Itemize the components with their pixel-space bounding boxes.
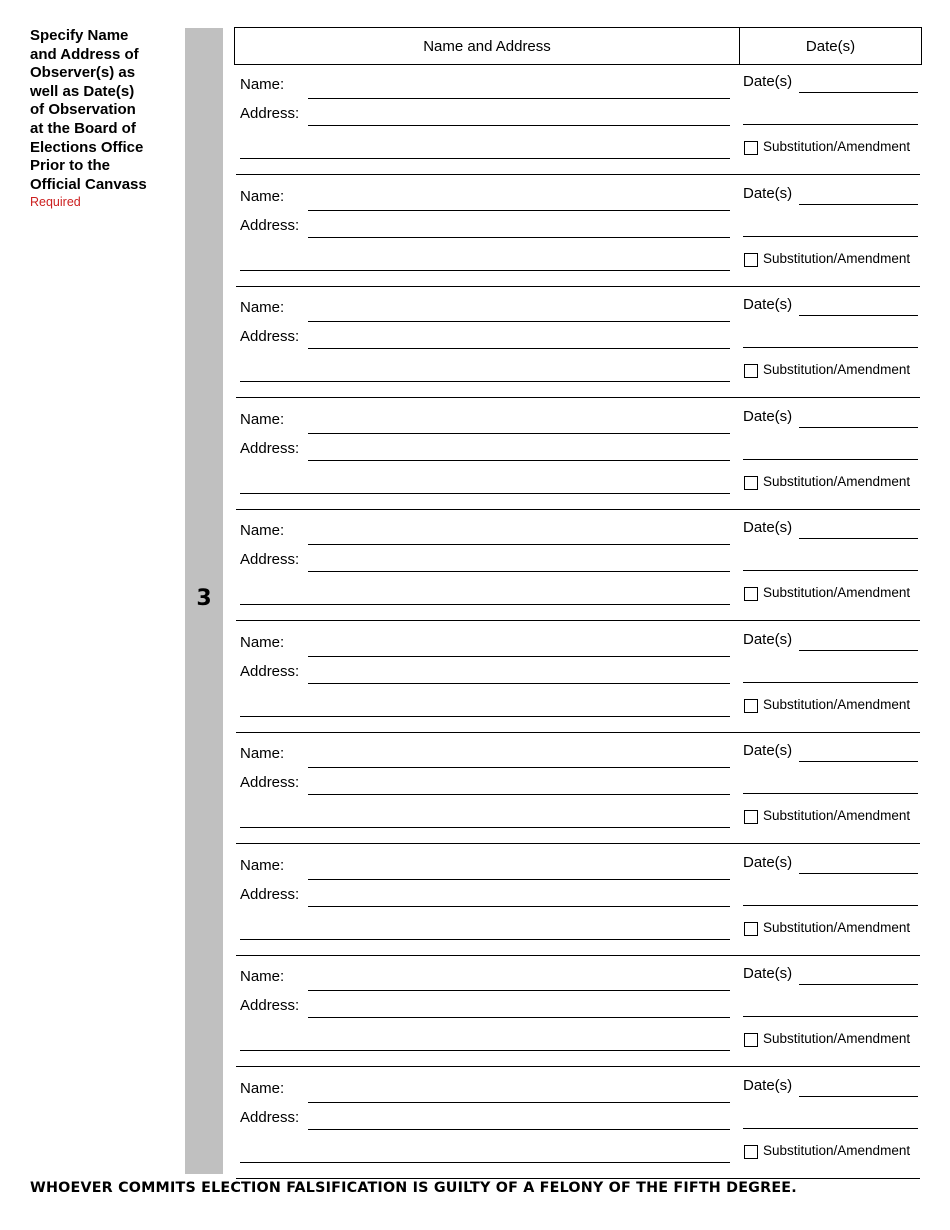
substitution-checkbox[interactable]: [744, 364, 758, 378]
dates-line-2-field[interactable]: [743, 570, 918, 571]
instruction-line: well as Date(s): [30, 82, 135, 100]
dates-field[interactable]: [799, 92, 918, 93]
address-label: Address:: [240, 663, 300, 680]
address-label: Address:: [240, 774, 300, 791]
dates-field[interactable]: [799, 873, 918, 874]
name-field[interactable]: [308, 879, 730, 880]
name-label: Name:: [240, 522, 285, 539]
observer-entry: [236, 509, 920, 621]
address-line-2-field[interactable]: [240, 827, 730, 828]
dates-field[interactable]: [799, 761, 918, 762]
dates-line-2-field[interactable]: [743, 1128, 918, 1129]
substitution-label: Substitution/Amendment: [763, 808, 911, 823]
address-line-2-field[interactable]: [240, 493, 730, 494]
instruction-line: and Address of: [30, 45, 139, 63]
observer-entry: [236, 621, 920, 733]
required-note: Required: [30, 195, 81, 209]
dates-label: Date(s): [743, 519, 793, 536]
dates-line-2-field[interactable]: [743, 905, 918, 906]
observer-entry: [236, 175, 920, 287]
substitution-label: Substitution/Amendment: [763, 1143, 911, 1158]
address-label: Address:: [240, 105, 300, 122]
address-field[interactable]: [308, 1129, 730, 1130]
name-label: Name:: [240, 745, 285, 762]
address-field[interactable]: [308, 125, 730, 126]
instruction-line: Observer(s) as: [30, 64, 136, 82]
observer-entry: [236, 286, 920, 398]
address-field[interactable]: [308, 1017, 730, 1018]
substitution-label: Substitution/Amendment: [763, 1031, 911, 1046]
address-line-2-field[interactable]: [240, 158, 730, 159]
observer-entry: [236, 63, 920, 175]
dates-line-2-field[interactable]: [743, 347, 918, 348]
address-label: Address:: [240, 217, 300, 234]
address-label: Address:: [240, 551, 300, 568]
instruction-line: Prior to the: [30, 157, 111, 175]
dates-line-2-field[interactable]: [743, 236, 918, 237]
dates-field[interactable]: [799, 538, 918, 539]
name-label: Name:: [240, 188, 285, 205]
section-number: 3: [196, 586, 212, 611]
substitution-checkbox[interactable]: [744, 587, 758, 601]
substitution-label: Substitution/Amendment: [763, 362, 911, 377]
instruction-line: at the Board of: [30, 119, 136, 137]
substitution-checkbox[interactable]: [744, 141, 758, 155]
name-label: Name:: [240, 299, 285, 316]
name-field[interactable]: [308, 767, 730, 768]
observer-entry: [236, 398, 920, 510]
section-instructions: [30, 27, 170, 194]
substitution-label: Substitution/Amendment: [763, 474, 911, 489]
substitution-checkbox[interactable]: [744, 476, 758, 490]
dates-label: Date(s): [743, 742, 793, 759]
instruction-line: of Observation: [30, 101, 136, 119]
dates-label: Date(s): [743, 1077, 793, 1094]
address-field[interactable]: [308, 683, 730, 684]
entry-divider: [236, 1178, 920, 1179]
address-label: Address:: [240, 997, 300, 1014]
address-field[interactable]: [308, 906, 730, 907]
name-field[interactable]: [308, 210, 730, 211]
dates-label: Date(s): [743, 965, 793, 982]
name-field[interactable]: [308, 1102, 730, 1103]
felony-warning: WHOEVER COMMITS ELECTION FALSIFICATION IS GUILTY OF A FELONY OF THE FIFTH DEGREE.: [30, 1180, 797, 1196]
dates-line-2-field[interactable]: [743, 682, 918, 683]
dates-label: Date(s): [743, 631, 793, 648]
substitution-label: Substitution/Amendment: [763, 920, 911, 935]
observer-entry: [236, 844, 920, 956]
observer-entry: [236, 1067, 920, 1179]
substitution-label: Substitution/Amendment: [763, 251, 911, 266]
substitution-checkbox[interactable]: [744, 810, 758, 824]
address-field[interactable]: [308, 237, 730, 238]
name-field[interactable]: [308, 433, 730, 434]
substitution-checkbox[interactable]: [744, 699, 758, 713]
dates-line-2-field[interactable]: [743, 793, 918, 794]
observer-entry: [236, 955, 920, 1067]
dates-line-2-field[interactable]: [743, 459, 918, 460]
name-label: Name:: [240, 411, 285, 428]
address-label: Address:: [240, 440, 300, 457]
substitution-checkbox[interactable]: [744, 1145, 758, 1159]
dates-field[interactable]: [799, 204, 918, 205]
address-line-2-field[interactable]: [240, 1162, 730, 1163]
address-field[interactable]: [308, 794, 730, 795]
substitution-label: Substitution/Amendment: [763, 697, 911, 712]
name-label: Name:: [240, 76, 285, 93]
instruction-line: Elections Office: [30, 138, 144, 156]
dates-label: Date(s): [743, 185, 793, 202]
dates-label: Date(s): [743, 408, 793, 425]
substitution-label: Substitution/Amendment: [763, 139, 911, 154]
address-line-2-field[interactable]: [240, 381, 730, 382]
address-label: Address:: [240, 328, 300, 345]
dates-field[interactable]: [799, 427, 918, 428]
dates-field[interactable]: [799, 984, 918, 985]
address-line-2-field[interactable]: [240, 270, 730, 271]
address-field[interactable]: [308, 460, 730, 461]
name-field[interactable]: [308, 990, 730, 991]
substitution-checkbox[interactable]: [744, 253, 758, 267]
dates-field[interactable]: [799, 650, 918, 651]
name-field[interactable]: [308, 544, 730, 545]
observer-entry: [236, 732, 920, 844]
name-label: Name:: [240, 1080, 285, 1097]
substitution-checkbox[interactable]: [744, 922, 758, 936]
instruction-line: Specify Name: [30, 27, 129, 44]
table-header: [234, 27, 922, 65]
address-line-2-field[interactable]: [240, 716, 730, 717]
address-field[interactable]: [308, 571, 730, 572]
name-field[interactable]: [308, 656, 730, 657]
substitution-checkbox[interactable]: [744, 1033, 758, 1047]
instruction-line: Official Canvass: [30, 175, 147, 193]
header-name-and-address: Name and Address: [235, 28, 740, 64]
address-line-2-field[interactable]: [240, 604, 730, 605]
dates-label: Date(s): [743, 296, 793, 313]
dates-line-2-field[interactable]: [743, 1016, 918, 1017]
name-label: Name:: [240, 634, 285, 651]
address-label: Address:: [240, 1109, 300, 1126]
name-field[interactable]: [308, 98, 730, 99]
address-field[interactable]: [308, 348, 730, 349]
dates-field[interactable]: [799, 1096, 918, 1097]
name-label: Name:: [240, 857, 285, 874]
dates-line-2-field[interactable]: [743, 124, 918, 125]
dates-field[interactable]: [799, 315, 918, 316]
header-dates: Date(s): [805, 37, 856, 55]
address-label: Address:: [240, 886, 300, 903]
name-label: Name:: [240, 968, 285, 985]
substitution-label: Substitution/Amendment: [763, 585, 911, 600]
address-line-2-field[interactable]: [240, 1050, 730, 1051]
address-line-2-field[interactable]: [240, 939, 730, 940]
dates-label: Date(s): [743, 73, 793, 90]
dates-label: Date(s): [743, 854, 793, 871]
name-field[interactable]: [308, 321, 730, 322]
